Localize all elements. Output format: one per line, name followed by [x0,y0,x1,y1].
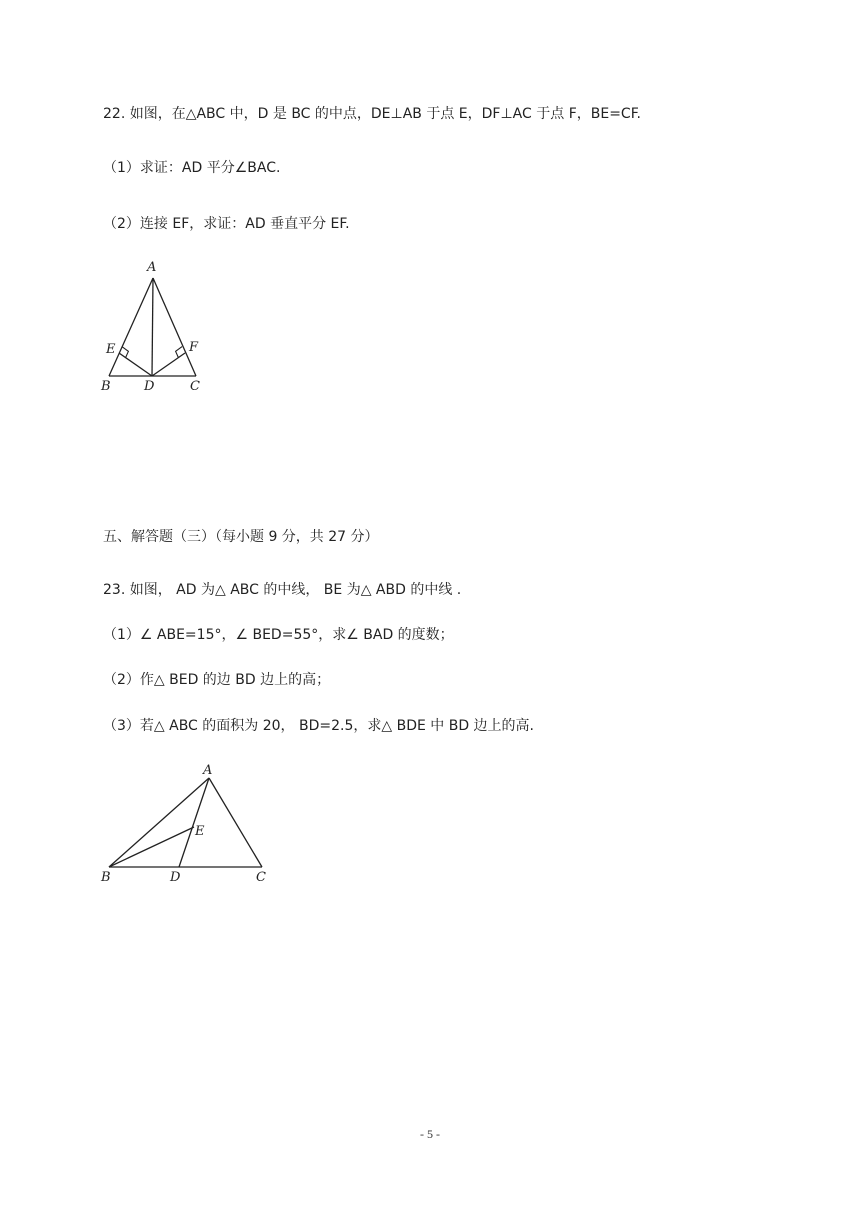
label-d: D [170,870,181,885]
q22-triangle-figure [96,256,216,396]
label-e: E [195,824,205,839]
q23-title: 23. 如图， AD 为△ ABC 的中线， BE 为△ ABD 的中线 . [103,582,462,598]
label-c: C [190,379,200,394]
q23-part2: （2）作△ BED 的边 BD 边上的高； [103,672,331,688]
label-c: C [256,870,266,885]
segment-ad [152,278,153,376]
segment-de [119,353,152,376]
q22-part1: （1）求证：AD 平分∠BAC. [103,160,281,176]
q23-part3: （3）若△ ABC 的面积为 20， BD=2.5，求△ BDE 中 BD 边上的高. [103,718,535,734]
segment-ac [209,778,262,867]
section-heading: 五、解答题（三）（每小题 9 分，共 27 分） [103,529,379,545]
label-d: D [144,379,155,394]
label-a: A [203,763,213,778]
page-number: - 5 - [420,1127,440,1141]
q22-title: 22. 如图，在△ABC 中，D 是 BC 的中点，DE⊥AB 于点 E，DF⊥AC 于点 F，BE=CF. [103,106,641,122]
q23-triangle-figure [96,758,286,888]
label-b: B [101,379,111,394]
segment-ac [153,278,196,376]
q22-part2: （2）连接 EF，求证：AD 垂直平分 EF. [103,216,350,232]
segment-df [152,353,185,376]
label-a: A [147,260,157,275]
q23-part1: （1）∠ ABE=15°，∠ BED=55°，求∠ BAD 的度数； [103,627,454,643]
label-b: B [101,870,111,885]
label-f: F [189,340,199,355]
label-e: E [106,342,116,357]
